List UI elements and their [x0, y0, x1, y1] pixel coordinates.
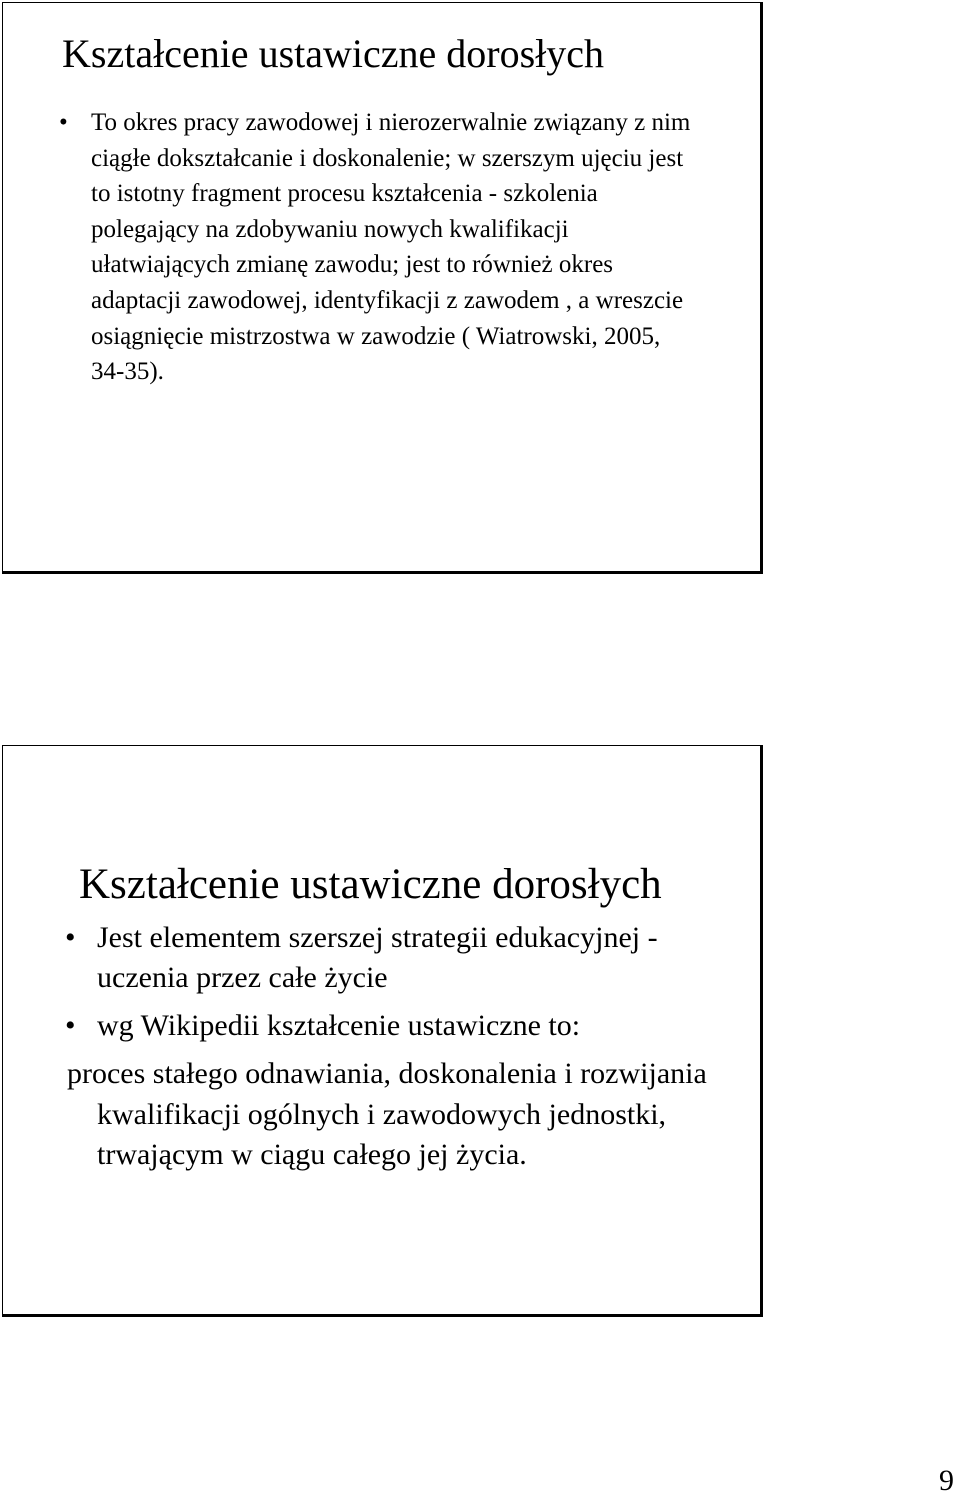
slide-title: Kształcenie ustawiczne dorosłych	[62, 31, 605, 76]
bullet-item	[65, 1006, 745, 1046]
bullet-dot: •	[59, 109, 68, 136]
bullet-text: Jest elementem szerszej strategii edukacyjnej - uczenia przez całe życie	[97, 921, 658, 994]
bullet-item	[59, 105, 699, 390]
bullet-item	[65, 918, 745, 998]
page-number: 9	[939, 1464, 954, 1497]
bullet-text: To okres pracy zawodowej i nierozerwalnie związany z nim ciągłe dokształcanie i doskonalenie; w szerszym ujęciu jest to istotny fragment procesu kształcenia - szkolenia polegający na zdobywaniu nowych kwalifikacji ułatwiających zmianę zawodu; jest to również okres adaptacji zawodowej, identyfikacji z zawodem , a wreszcie osiągnięcie mistrzostwa w zawodzie ( Wiatrowski, 2005, 34-35).	[91, 109, 691, 386]
bullet-list	[59, 105, 699, 390]
slide-1	[2, 2, 763, 574]
bullet-list	[65, 918, 745, 1176]
bullet-dot: •	[65, 1009, 76, 1042]
slide-2	[2, 745, 763, 1317]
slide-title: Kształcenie ustawiczne dorosłych	[79, 861, 662, 908]
bullet-dot: •	[65, 921, 76, 954]
definition-paragraph: proces stałego odnawiania, doskonalenia i rozwijania kwalifikacji ogólnych i zawodowych jednostki, trwającym w ciągu całego jej życia.	[67, 1057, 707, 1171]
bullet-text: wg Wikipedii kształcenie ustawiczne to:	[97, 1009, 581, 1042]
